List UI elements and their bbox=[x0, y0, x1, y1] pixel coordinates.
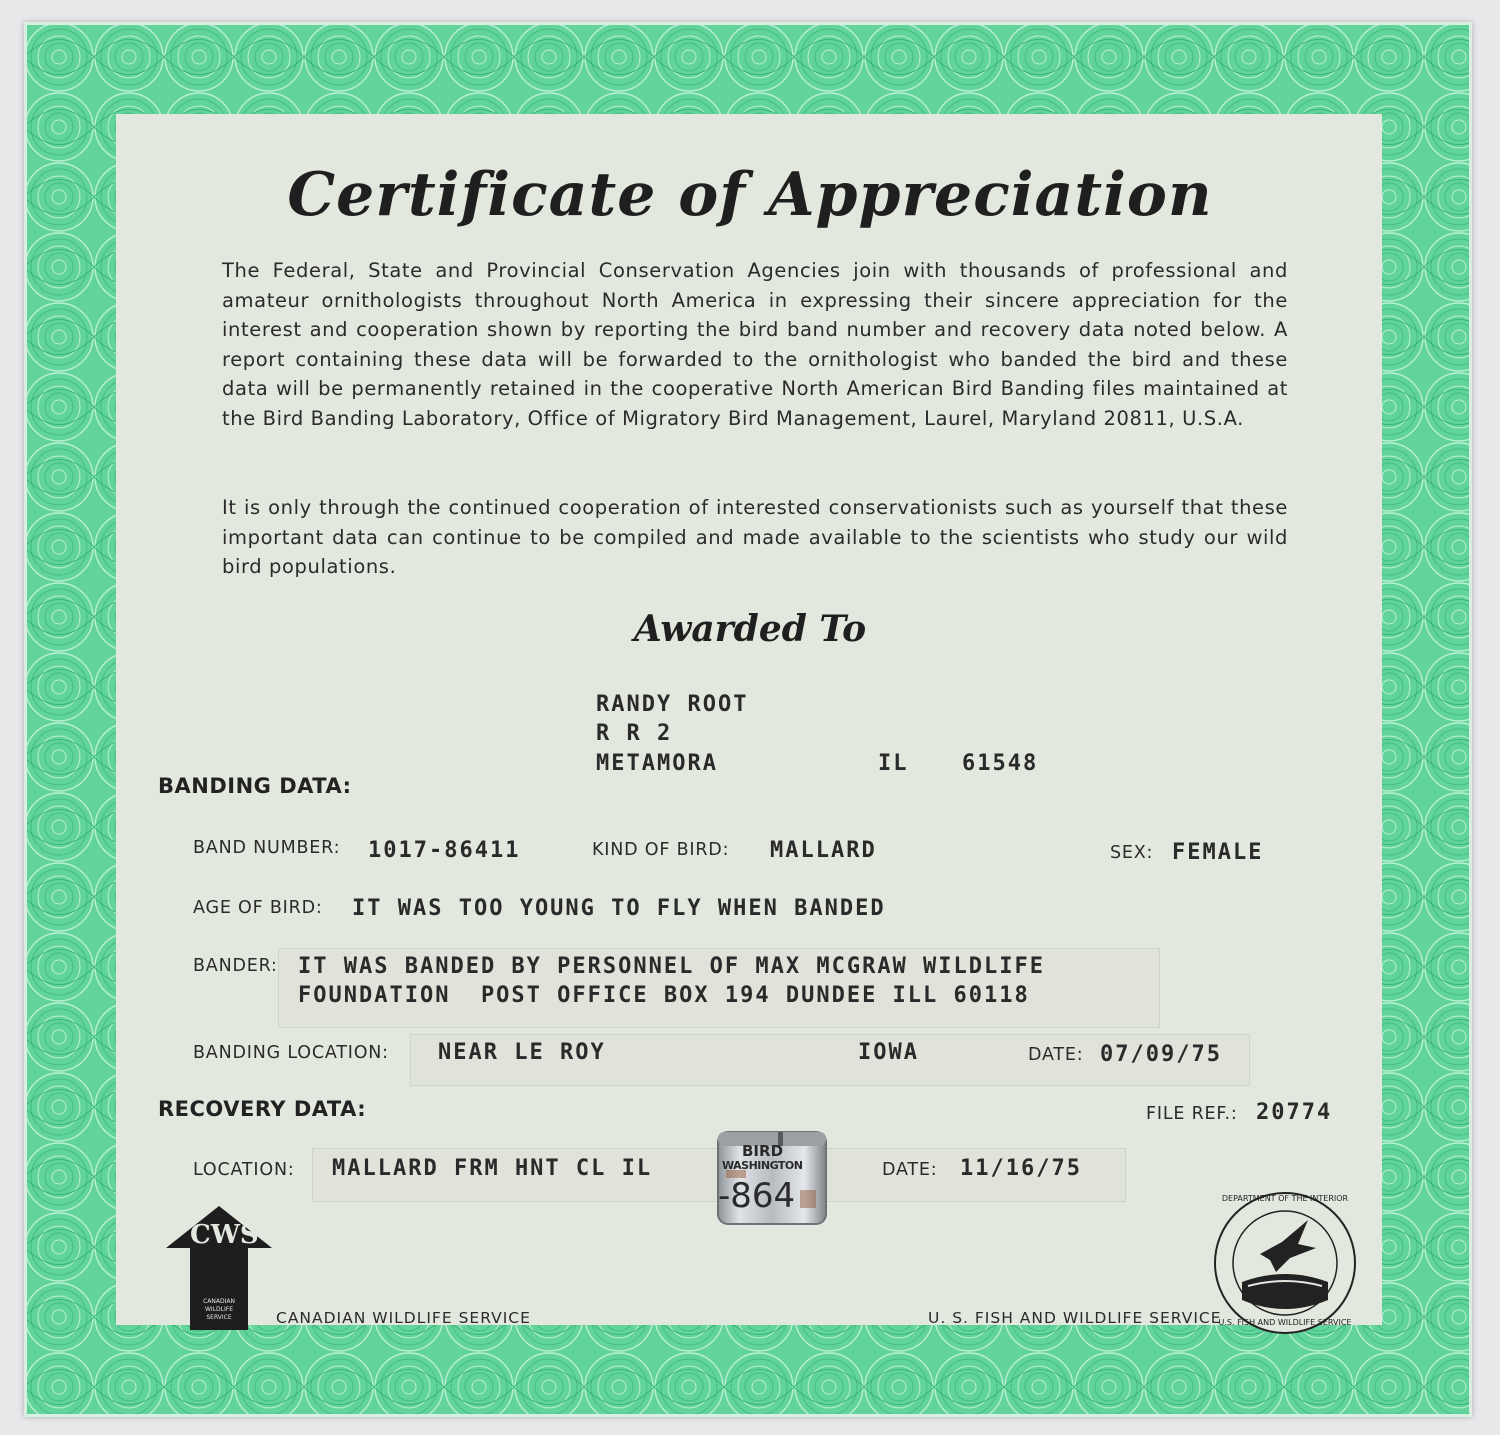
recipient-city: METAMORA bbox=[596, 751, 718, 776]
recipient-zip: 61548 bbox=[962, 751, 1039, 776]
metal-bird-band bbox=[716, 1130, 828, 1226]
band-number-value: 1017-86411 bbox=[368, 838, 521, 863]
intro-paragraph: The Federal, State and Provincial Conservation Agencies join with thousands of professional and amateur ornithologists throughout North America in expressing their sincere appreciation for the interest and cooperation shown by reporting the bird band number and recovery data noted below. A report containing these data will be forwarded to the ornithologist who banded the bird and these data will be permanently retained in the cooperative North American Bird Banding files maintained at the Bird Banding Laboratory, Office of Migratory Bird Management, Laurel, Maryland 20811, U.S.A. bbox=[222, 259, 1288, 430]
recovery-location-label: LOCATION: bbox=[193, 1160, 295, 1180]
recovery-location-value: MALLARD FRM HNT CL IL bbox=[332, 1156, 653, 1181]
sex-label: SEX: bbox=[1110, 843, 1154, 863]
bander-line-1: IT WAS BANDED BY PERSONNEL OF MAX MCGRAW WILDLIFE bbox=[298, 954, 1046, 979]
kind-of-bird-label: KIND OF BIRD: bbox=[592, 840, 730, 860]
certificate-title: Certificate of Appreciation bbox=[287, 160, 1213, 230]
banding-date-value: 07/09/75 bbox=[1100, 1042, 1222, 1067]
doi-seal-top-text: DEPARTMENT OF THE INTERIOR bbox=[1221, 1194, 1349, 1203]
closing-paragraph: It is only through the continued cooperation of interested conservationists such as yourself that these important data can continue to be compiled and made available to the scientists who study our wild bird populations. bbox=[222, 496, 1288, 578]
bander-label: BANDER: bbox=[193, 956, 278, 976]
band-number-stamp: -864 bbox=[718, 1176, 796, 1216]
banding-location-state: IOWA bbox=[858, 1040, 919, 1065]
canadian-wildlife-service-label: CANADIAN WILDLIFE SERVICE bbox=[276, 1309, 531, 1327]
recovery-data-heading: RECOVERY DATA: bbox=[158, 1097, 367, 1121]
banding-location-label: BANDING LOCATION: bbox=[193, 1043, 389, 1063]
recipient-state: IL bbox=[878, 751, 909, 776]
us-fish-wildlife-service-label: U. S. FISH AND WILDLIFE SERVICE bbox=[928, 1309, 1222, 1327]
bander-line-2: FOUNDATION POST OFFICE BOX 194 DUNDEE ILL 60118 bbox=[298, 983, 1030, 1008]
cws-logo-caption: CANADIAN WILDLIFE SERVICE bbox=[203, 1298, 235, 1321]
kind-of-bird-value: MALLARD bbox=[770, 838, 877, 863]
file-ref-label: FILE REF.: bbox=[1146, 1104, 1238, 1124]
file-ref-value: 20774 bbox=[1256, 1100, 1333, 1125]
sex-value: FEMALE bbox=[1172, 840, 1264, 865]
age-of-bird-label: AGE OF BIRD: bbox=[193, 898, 323, 918]
recipient-name: RANDY ROOT bbox=[596, 692, 749, 717]
doi-seal-bottom-text: U.S. FISH AND WILDLIFE SERVICE bbox=[1218, 1318, 1352, 1327]
recipient-address: R R 2 bbox=[596, 721, 673, 746]
band-text-bird: BIRD bbox=[742, 1142, 784, 1160]
cws-logo bbox=[164, 1202, 274, 1334]
banding-location-value: NEAR LE ROY bbox=[438, 1040, 606, 1065]
banding-date-label: DATE: bbox=[1028, 1045, 1084, 1065]
band-text-washington: WASHINGTON bbox=[722, 1159, 803, 1172]
recovery-date-label: DATE: bbox=[882, 1160, 938, 1180]
doi-seal bbox=[1212, 1190, 1358, 1336]
banding-data-heading: BANDING DATA: bbox=[158, 774, 352, 798]
age-of-bird-value: IT WAS TOO YOUNG TO FLY WHEN BANDED bbox=[352, 896, 886, 921]
band-number-label: BAND NUMBER: bbox=[193, 838, 341, 858]
awarded-to-heading: Awarded To bbox=[633, 608, 867, 650]
cws-logo-letters: CWS bbox=[190, 1220, 259, 1250]
recovery-date-value: 11/16/75 bbox=[960, 1156, 1082, 1181]
